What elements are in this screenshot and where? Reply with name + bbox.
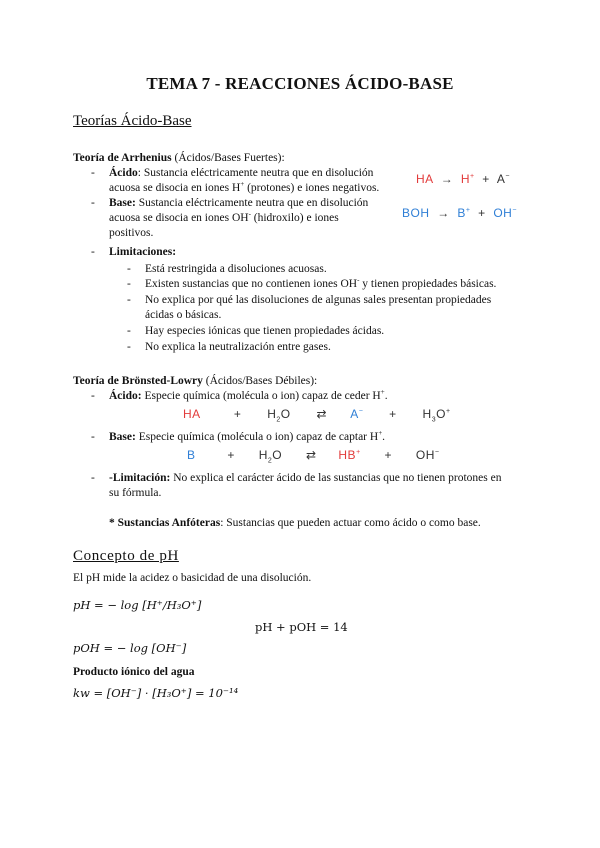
- eq-oh: OH: [493, 206, 513, 220]
- acid-label: Ácido:: [109, 390, 142, 402]
- eq-plus: +: [227, 448, 235, 462]
- arrhenius-acid-equation: HA → H+ + A−: [416, 172, 510, 186]
- bronsted-base-equation: $B + H_2O$ ⇄ HB+ + OH−: [187, 448, 440, 465]
- base-text-2: acuosa se disocia en iones OH: [109, 212, 249, 224]
- limitation-text: Existen sustancias que no contienen iones OH: [145, 278, 358, 290]
- kw-formula: kw = [OH⁻] · [H₃O⁺] = 10⁻¹⁴: [73, 686, 239, 700]
- bronsted-acid-equation: HA + $H_2O$ ⇄ $A^- + H_3O^+$: [183, 407, 451, 424]
- acid-text-2b: (protones) e iones negativos.: [244, 182, 380, 194]
- base-label: Base:: [109, 197, 136, 209]
- eq-a: A: [496, 172, 506, 186]
- section-heading-ph: Concepto de pH: [73, 548, 179, 564]
- list-dash: -: [91, 167, 95, 179]
- water-product-heading: Producto iónico del agua: [73, 666, 195, 678]
- arrhenius-acid-definition: Ácido: Sustancia eléctricamente neutra que en disolución acuosa se disocia en iones H+ (protones) e iones negativos.: [109, 167, 380, 194]
- eq-arrow: ⇄: [305, 448, 317, 462]
- eq-hb: HB: [338, 448, 357, 462]
- ph-sum-formula: pH + pOH = 14: [255, 620, 348, 634]
- limitation-item: No explica la neutralización entre gases.: [145, 341, 331, 353]
- eq-arrow: →: [440, 172, 454, 186]
- eq-b: B: [187, 448, 196, 462]
- eq-plus: +: [384, 448, 393, 462]
- eq-plus: +: [478, 206, 486, 220]
- base-text: Especie química (molécula o ion) capaz de captar H: [135, 431, 379, 443]
- eq-b: B: [457, 206, 466, 220]
- ph-intro: El pH mide la acidez o basicidad de una disolución.: [73, 572, 312, 584]
- bronsted-heading: [73, 374, 317, 389]
- bronsted-limitation: [109, 471, 529, 501]
- arrhenius-base-definition: Base: Sustancia eléctricamente neutra que en disolución acuosa se disocia en iones OH- (hidroxilo) e iones positivos.: [109, 197, 369, 239]
- bronsted-name: Teoría de Brönsted-Lowry: [73, 375, 203, 387]
- eq-arrow: ⇄: [316, 407, 328, 421]
- list-dash: -: [127, 278, 131, 290]
- base-label: Base:: [109, 431, 136, 443]
- limitation-item: [145, 293, 525, 323]
- acid-text-2: acuosa se disocia en iones H: [109, 182, 241, 194]
- eq-plus: +: [233, 407, 242, 421]
- section-heading-theories: Teorías Ácido-Base: [73, 113, 192, 129]
- amphoteric-note: [109, 516, 481, 531]
- eq-plus: +: [482, 172, 490, 186]
- list-dash: -: [127, 294, 131, 306]
- limitation-text-2: su fórmula.: [109, 487, 162, 499]
- base-text-2b: (hidroxilo) e iones: [250, 212, 339, 224]
- limitation-text: No explica por qué las disoluciones de algunas sales presentan propiedades: [145, 294, 492, 306]
- acid-label: Ácido: [109, 167, 138, 179]
- eq-ha: HA: [416, 172, 434, 186]
- list-dash: -: [127, 325, 131, 337]
- limitation-tail: y tienen propiedades básicas.: [359, 278, 497, 290]
- list-dash: -: [127, 263, 131, 275]
- eq-h: H: [460, 172, 471, 186]
- list-dash: -: [91, 431, 95, 443]
- list-dash: -: [127, 341, 131, 353]
- acid-text: Especie química (molécula o ion) capaz de ceder H: [141, 390, 381, 402]
- amphoteric-text: : Sustancias que pueden actuar como ácido o como base.: [220, 517, 481, 529]
- amphoteric-label: * Sustancias Anfóteras: [109, 517, 221, 529]
- limitations-label: Limitaciones:: [109, 246, 177, 258]
- arrhenius-sub: (Ácidos/Bases Fuertes):: [174, 152, 285, 164]
- arrhenius-heading: [73, 151, 285, 166]
- limitation-item: Existen sustancias que no contienen iones OH- y tienen propiedades básicas.: [145, 276, 497, 290]
- arrhenius-base-equation: BOH → B+ + OH−: [402, 206, 517, 220]
- limitation-label: -Limitación:: [109, 472, 171, 484]
- arrhenius-name: Teoría de Arrhenius: [73, 152, 172, 164]
- list-dash: -: [91, 246, 95, 258]
- eq-plus: +: [389, 407, 397, 421]
- ph-formula: pH = − log [H⁺/H₃O⁺]: [73, 598, 202, 612]
- eq-a: A: [350, 407, 359, 421]
- limitation-item: Está restringida a disoluciones acuosas.: [145, 263, 327, 275]
- eq-arrow: →: [437, 206, 450, 220]
- limitation-cont: ácidas o básicas.: [145, 309, 222, 321]
- bronsted-acid-definition: Ácido: Especie química (molécula o ion) capaz de ceder H+.: [109, 388, 388, 402]
- eq-oh: OH: [415, 448, 435, 462]
- poh-formula: pOH = − log [OH⁻]: [73, 641, 187, 655]
- base-text-1: Sustancia eléctricamente neutra que en disolución: [135, 197, 369, 209]
- list-dash: -: [91, 197, 95, 209]
- acid-text-1: : Sustancia eléctricamente neutra que en disolución: [137, 167, 374, 179]
- bronsted-base-definition: Base: Especie química (molécula o ion) capaz de captar H+.: [109, 429, 386, 443]
- eq-boh: BOH: [402, 206, 430, 220]
- base-text-3: positivos.: [109, 227, 154, 239]
- eq-ha: HA: [183, 407, 201, 421]
- list-dash: -: [91, 390, 95, 402]
- limitation-text-1: No explica el carácter ácido de las sustancias que no tienen protones en: [170, 472, 502, 484]
- list-dash: -: [91, 472, 95, 484]
- bronsted-sub: (Ácidos/Bases Débiles):: [205, 375, 318, 387]
- page-title: TEMA 7 - REACCIONES ÁCIDO-BASE: [146, 74, 454, 93]
- limitation-item: Hay especies iónicas que tienen propiedades ácidas.: [145, 325, 385, 337]
